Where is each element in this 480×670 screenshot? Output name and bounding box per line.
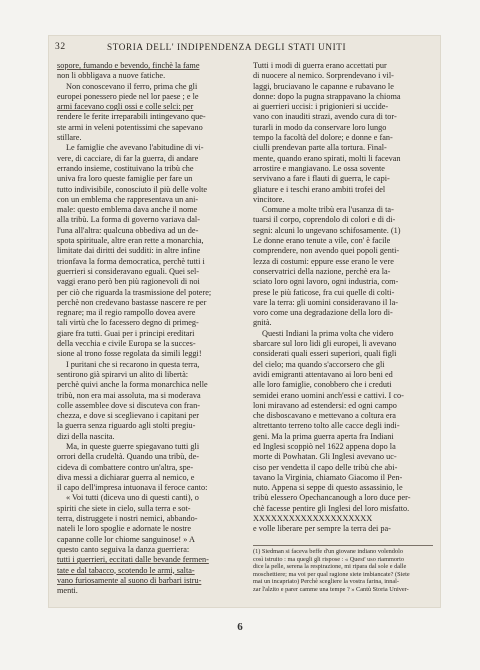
footnote-line: moschettiere; ma voi per qual ragione siete imbiancate? (Siete (253, 570, 410, 578)
footnote-line: zar l'alzito e parer camme una tempe ? » Cantù Storia Univer- (253, 585, 409, 593)
right-column (253, 61, 433, 535)
text-line: I puritani che si recarono in questa terra, (66, 359, 200, 369)
text-line: donne: dopo la pugna strappavano la chioma (253, 91, 401, 101)
text-line: tutti i guerrieri, eccitati dalle bevande fermen- (57, 555, 209, 565)
text-line: semidei erano uomini anch'essi e cattivi. I co- (253, 390, 404, 400)
text-line: sbarcare sul loro lidi gli europei, li avevano (253, 339, 397, 349)
text-line: sione al trono fosse regolata da simili leggi! (57, 349, 202, 359)
text-line: Le famiglie che avevano l'abitudine di vi- (66, 143, 204, 153)
text-line: univa fra loro queste famiglie per fare un (57, 174, 193, 184)
text-line: rendere le ferite irreparabili intingevano que- (57, 112, 206, 122)
text-line: giare fra tutti. Guai per i principi ereditari (57, 328, 195, 338)
text-line: vano con inauditi strazi, avendo cura di tor- (253, 112, 397, 122)
text-line: male: questo emblema dava anche il nome (57, 205, 198, 215)
text-line: « Voi tutti (diceva uno di questi canti), o (66, 493, 199, 503)
text-line: sciato loro ogni lavoro, ogni industria, com- (253, 277, 399, 287)
text-line: segni: alcuni lo ungevano schifosamente. (1) (253, 225, 401, 235)
text-line: Comune a molte tribù era l'usanza di ta- (262, 205, 394, 215)
text-line: voro come una degradazione della loro di- (253, 308, 393, 318)
text-line: che disboscavano e mettevano a coltura era (253, 411, 396, 421)
text-line: perchè quivi anche la forma monarchica nelle (57, 380, 208, 390)
text-line: diva messi a dichiarar guerra al nemico, e (57, 472, 195, 482)
text-line: spiriti che siete in cielo, sulla terra e sot- (57, 503, 191, 513)
text-line: Le donne erano tenute a vile, con' è facile (253, 236, 391, 246)
text-line: prese le più faticose, fra cui quelle di colti- (253, 287, 395, 297)
text-line: ciso per vendetta il capo delle tribù che abi- (253, 462, 398, 472)
text-line: alla tribù. La forma di governo variava dal- (57, 215, 200, 225)
text-line: europei ponessero piede nel lor paese ; e le (57, 91, 199, 101)
text-line: XXXXXXXXXXXXXXXXXXXX (253, 514, 373, 524)
footnote (253, 548, 433, 594)
text-line: tavano la Virginia, chiamato Giacomo il Pen- (253, 472, 403, 482)
scan-page-number: 6 (237, 621, 243, 633)
text-line: vincitore. (253, 194, 285, 204)
text-line: ciulli prendevan parte alla tortura. Final- (253, 143, 387, 153)
text-line: tempo la facoltà del dolore; e donne e fan- (253, 133, 393, 143)
text-line: di nuocere al nemico. Sorprendevano i vil- (253, 71, 394, 81)
footnote-line: dice la pelle, serena la respirazione, mi ripara dal sole e dalle (253, 563, 407, 571)
text-line: stillare. (57, 133, 82, 143)
text-line: spota spirituale, altre eran rette a monarchia, (57, 236, 204, 246)
text-line: servivano a fare i flauti di guerra, le capi- (253, 174, 390, 184)
text-line: per ciò che riguarda la trasmissione del potere; (57, 287, 212, 297)
text-line: nuto. Appena si seppe di questo assassinio, le (253, 483, 403, 493)
text-line: del cielo; ma quando s'accorsero che gli (253, 359, 385, 369)
text-line: e volle liberare per sempre la terra dei pa- (253, 524, 391, 534)
text-line: altrettanto terreno tolto alle cacce degli indi- (253, 421, 400, 431)
text-line: capanne colle lor chiome sanguinose! » A (57, 534, 195, 544)
text-line: dizi della nascita. (57, 431, 115, 441)
text-line: tali virtù che lo facessero degno di primeg- (57, 318, 199, 328)
text-line: alle loro famiglie, conobbero che i creduti (253, 380, 392, 390)
text-line: chè facesse pentire gli Inglesi del loro misfatto. (253, 503, 410, 513)
text-line: Non conoscevano il ferro, prima che gli (66, 81, 198, 91)
text-line: sentirono già spirarvi un alito di libertà: (57, 369, 189, 379)
text-line: ai guerrieri uccisi: i prigionieri si uccide- (253, 102, 389, 112)
text-line: sopore, fumando e bevendo, finchè la fame (57, 61, 200, 70)
text-line: ste armi in veleni potentissimi che sapevano (57, 122, 203, 132)
text-line: tate e dal tabacco, scotendo le armi, salta- (57, 565, 195, 575)
text-line: limitate dai diritti dei sudditi: in altre infine (57, 246, 201, 256)
text-line: Ma, in queste guerre spiegavano tutti gli (66, 441, 200, 451)
text-line: vare la terra: gli uomini consideravano il la- (253, 297, 399, 307)
text-line: tribù elessero Opechancanough a loro duce per- (253, 493, 411, 503)
text-line: colle assemblee dove si discuteva con fran- (57, 400, 200, 410)
text-line: tutto indivisibile, conosciuto il più delle volte (57, 184, 208, 194)
text-line: avidi emigranti attentavano ai loro beni ed (253, 369, 393, 379)
text-line: cideva di combattere contro un'altra, spe- (57, 462, 194, 472)
text-line: gnità. (253, 318, 272, 328)
text-line: errando insieme, costituivano la tribù che (57, 163, 194, 173)
text-line: l'una all'altra: qualcuna obbediva ad un de- (57, 225, 199, 235)
text-line: morte di Powhatan. Gli Inglesi avevano uc- (253, 452, 397, 462)
footnote-line: così istruito : ma quegli gli rispose : « Quest' uso riammorto (253, 555, 405, 563)
text-line: la guerra senza riguardo agli stolti pregiu- (57, 421, 196, 431)
text-line: terra, distruggete i nostri nemici, abbando- (57, 514, 198, 524)
footnote-line: mai un incapriato) Perchè scegliere la vostra farina, innal- (253, 578, 399, 586)
text-line: arrostire e mangiavano. Le ossa sovente (253, 163, 385, 173)
text-line: il capo dell'impresa intuonava il feroce canto: (57, 483, 208, 493)
text-line: armi facevano cogli ossi e colle selci: per (57, 102, 194, 112)
text-line: geni. Ma la prima guerra aperta fra Indiani (253, 431, 394, 441)
text-line: tribù, non era mai assoluta, ma si moderava (57, 390, 201, 400)
text-line: Questi Indiani la prima volta che videro (262, 328, 394, 338)
text-line: nateli le loro spoglie e adornate le nostre (57, 524, 192, 534)
text-line: orrori della crudeltà. Quando una tribù, de- (57, 452, 200, 462)
text-line: mente, quando erano spirati, molti li facevan (253, 153, 401, 163)
text-line: gliature e i teschi erano ambiti trofei del (253, 184, 386, 194)
text-line: Tutti i modi di guerra erano accettati pur (253, 61, 387, 70)
text-line: trionfava la forma democratica, perchè tutti i (57, 256, 205, 266)
text-line: non li obbligava a nuove fatiche. (57, 71, 166, 81)
text-line: vano furiosamente al suono di barbari istru- (57, 575, 202, 585)
text-line: regnare; ma il regio rampollo dovea avere (57, 308, 196, 318)
text-line: ed Inglesi scoppiò nel 1622 appena dopo la (253, 441, 396, 451)
text-line: turarli in modo da conservare loro lungo (253, 122, 387, 132)
running-header (49, 42, 440, 56)
footnote-rule (253, 545, 433, 546)
book-page (49, 36, 440, 607)
text-line: laggi, bruciavano le capanne e rubavano le (253, 81, 394, 91)
text-line: comprendere, non avendo quei popoli genti- (253, 246, 400, 256)
text-line: tuarsi il corpo, coprendolo di colori e di di- (253, 215, 396, 225)
text-line: perchè non credevano bastasse nascere re per (57, 297, 207, 307)
text-line: guerrieri si consideravano eguali. Quei sel- (57, 266, 200, 276)
text-line: vaggi erano però ben più ragionevoli di noi (57, 277, 200, 287)
text-line: loni miravano ad estendersi: ed ogni campo (253, 400, 397, 410)
page-number: 32 (55, 42, 66, 52)
running-title: STORIA DELL' INDIPENDENZA DEGLI STATI UNITI (107, 42, 347, 52)
text-line: considerati quali esseri superiori, quali figli (253, 349, 397, 359)
text-line: conservatrici della nazione, perchè era la- (253, 266, 391, 276)
left-column (57, 61, 237, 596)
text-line: vere, di cacciare, di far la guerra, di andare (57, 153, 199, 163)
footnote-line: (1) Siedman si faceva beffe d'un giovane indiano volendolo (253, 548, 403, 555)
text-line: della vecchia e civile Europa se la succes- (57, 339, 196, 349)
text-line: lezza di costumi: eppure esse erano le vere (253, 256, 394, 266)
text-line: menti. (57, 586, 78, 596)
text-line: con un emblema che rappresentava un ani- (57, 194, 199, 204)
text-line: questo canto seguiva la danza guerriera: (57, 544, 190, 554)
text-line: chezza, e dove si sceglievano i capitani per (57, 411, 200, 421)
